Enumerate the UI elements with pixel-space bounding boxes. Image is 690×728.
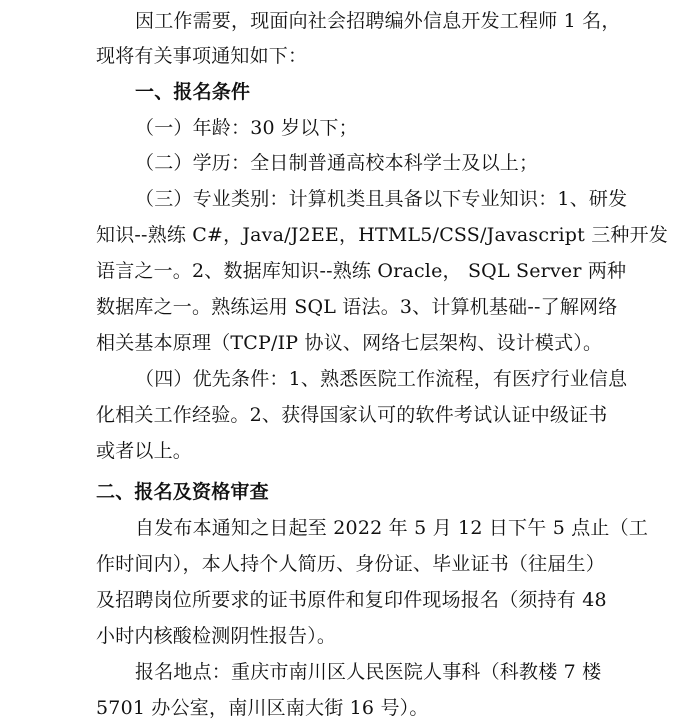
- section-heading-registration-review: 二、报名及资格审查: [96, 481, 269, 503]
- section-heading-registration-conditions: 一、报名条件: [135, 81, 251, 103]
- intro-line-2: 现将有关事项通知如下：: [96, 45, 308, 67]
- location-line-1: 报名地点：重庆市南川区人民医院人事科（科教楼 7 楼: [135, 661, 602, 683]
- registration-line-2: 作时间内），本人持个人简历、身份证、毕业证书（往届生）: [96, 553, 605, 575]
- condition-education: （二）学历：全日制普通高校本科学士及以上；: [135, 152, 539, 174]
- condition-major-line-4: 数据库之一。熟练运用 SQL 语法。3、计算机基础--了解网络: [96, 296, 618, 318]
- registration-line-1: 自发布本通知之日起至 2022 年 5 月 12 日下午 5 点止（工: [135, 517, 649, 539]
- condition-major-line-3: 语言之一。2、数据库知识--熟练 Oracle， SQL Server 两种: [96, 260, 627, 282]
- condition-major-line-5: 相关基本原理（TCP/IP 协议、网络七层架构、设计模式）。: [96, 332, 603, 354]
- condition-major-line-1: （三）专业类别：计算机类且具备以下专业知识：1、研发: [135, 188, 628, 210]
- registration-line-3: 及招聘岗位所要求的证书原件和复印件现场报名（须持有 48: [96, 589, 607, 611]
- condition-age: （一）年龄：30 岁以下；: [135, 117, 358, 139]
- registration-line-4: 小时内核酸检测阴性报告）。: [96, 625, 337, 647]
- intro-line-1: 因工作需要，现面向社会招聘编外信息开发工程师 1 名，: [135, 10, 621, 32]
- condition-priority-line-1: （四）优先条件：1、熟悉医院工作流程，有医疗行业信息: [135, 368, 628, 390]
- condition-priority-line-2: 化相关工作经验。2、获得国家认可的软件考试认证中级证书: [96, 404, 608, 426]
- location-line-2: 5701 办公室，南川区南大街 16 号）。: [96, 697, 429, 719]
- condition-major-line-2: 知识--熟练 C#，Java/J2EE，HTML5/CSS/Javascript 三种开发: [96, 224, 669, 246]
- condition-priority-line-3: 或者以上。: [96, 440, 193, 462]
